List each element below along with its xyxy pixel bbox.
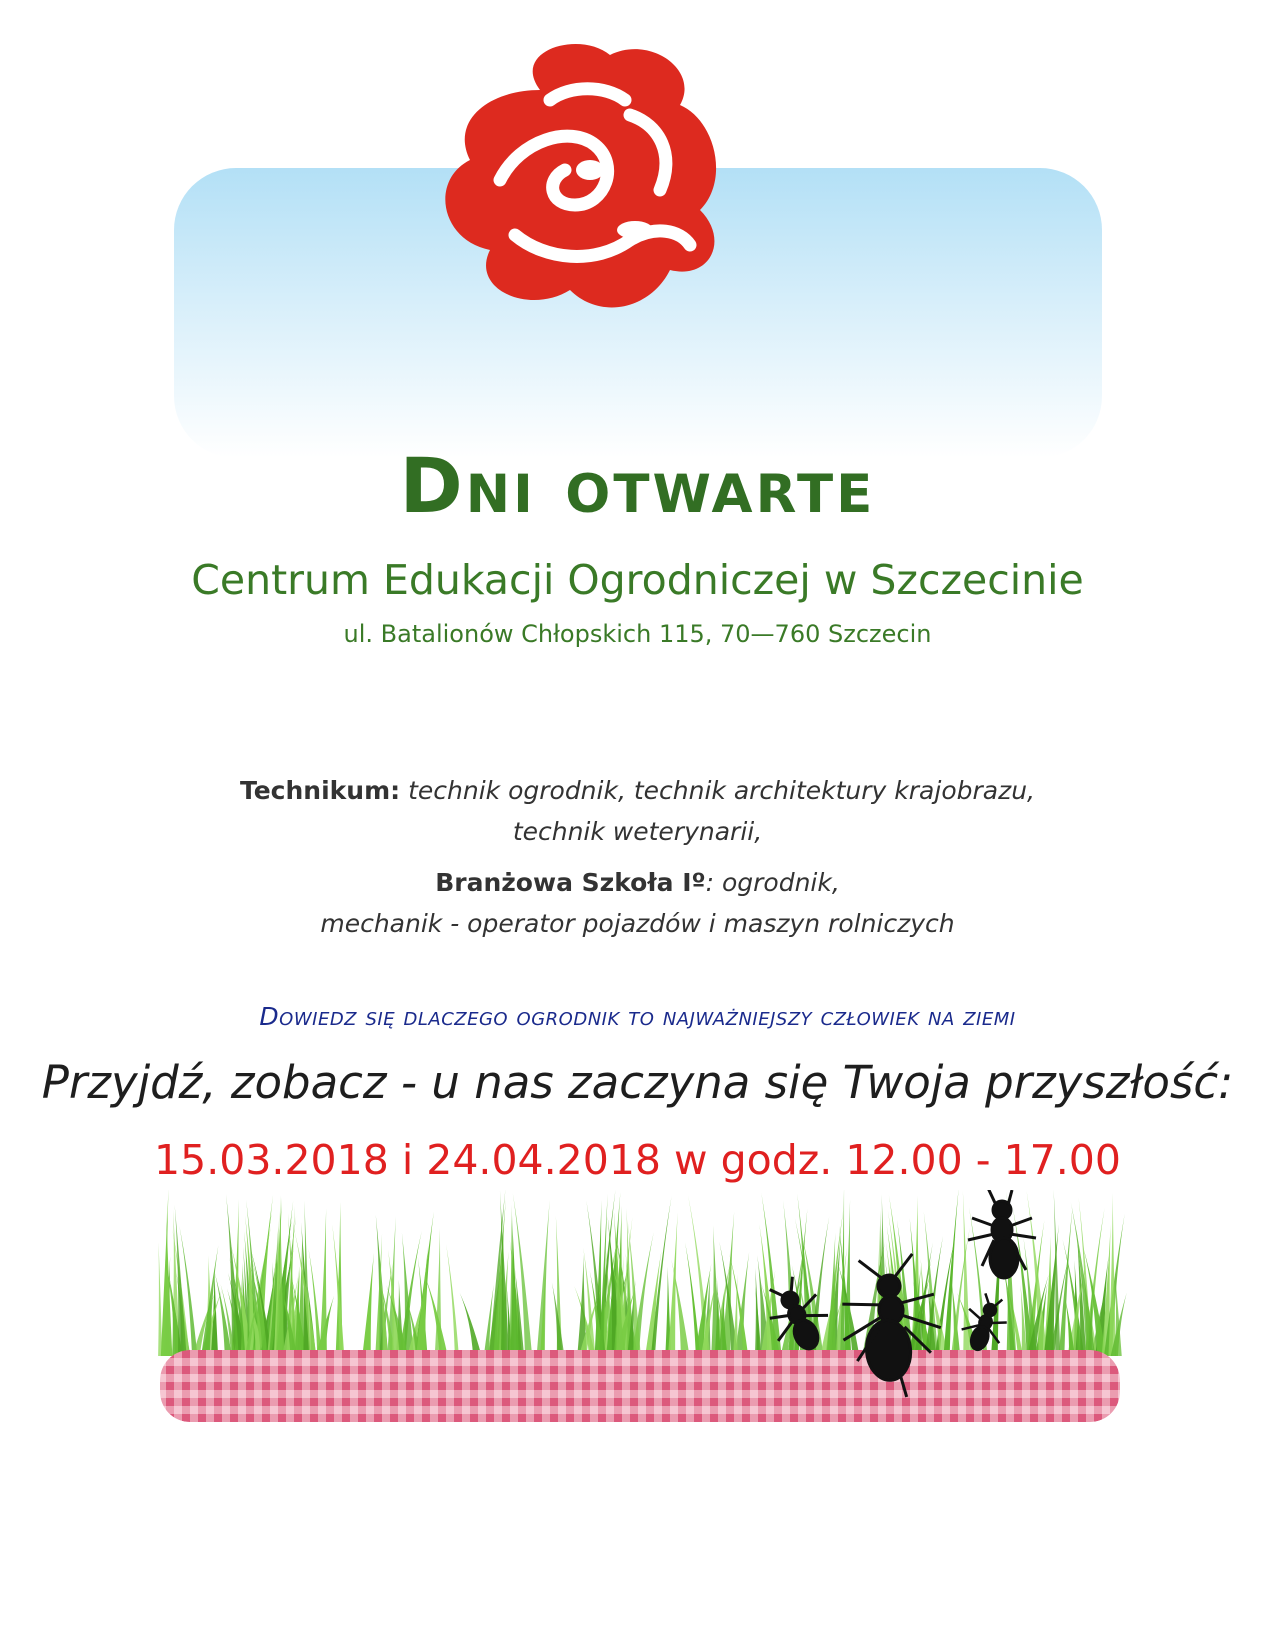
event-dates: 15.03.2018 i 24.04.2018 w godz. 12.00 - 17.00 [154,1136,1121,1184]
school-address: ul. Batalionów Chłopskich 115, 70—760 Szczecin [343,620,932,648]
branzowa-label: Branżowa Szkoła Iº [435,868,706,897]
technikum-line-1 [0,770,1275,811]
rose-logo [430,30,760,320]
page-title: Dni otwarte [399,441,876,530]
technikum-label: Technikum: [239,776,401,805]
gingham-strip [160,1350,1120,1422]
school-name: Centrum Edukacji Ogrodniczej w Szczecinie [191,556,1084,604]
tagline: Dowiedz się dlaczego ogrodnik to najważniejszy człowiek na ziemi [259,1002,1016,1031]
invite-text: Przyjdź, zobacz - u nas zaczyna się Twoja przyszłość: [41,1056,1234,1109]
ant-icon [968,1190,1036,1278]
technikum-specialties: technik ogrodnik, technik architektury krajobrazu, [400,776,1035,805]
grass-illustration [150,1190,1130,1490]
branzowa-line-2: mechanik - operator pojazdów i maszyn rolniczych [320,909,955,938]
branzowa-line-1 [0,862,1275,903]
branzowa-specialties: : ogrodnik, [705,868,840,897]
programs-section [0,770,1275,944]
technikum-line-2: technik weterynarii, [512,817,763,846]
